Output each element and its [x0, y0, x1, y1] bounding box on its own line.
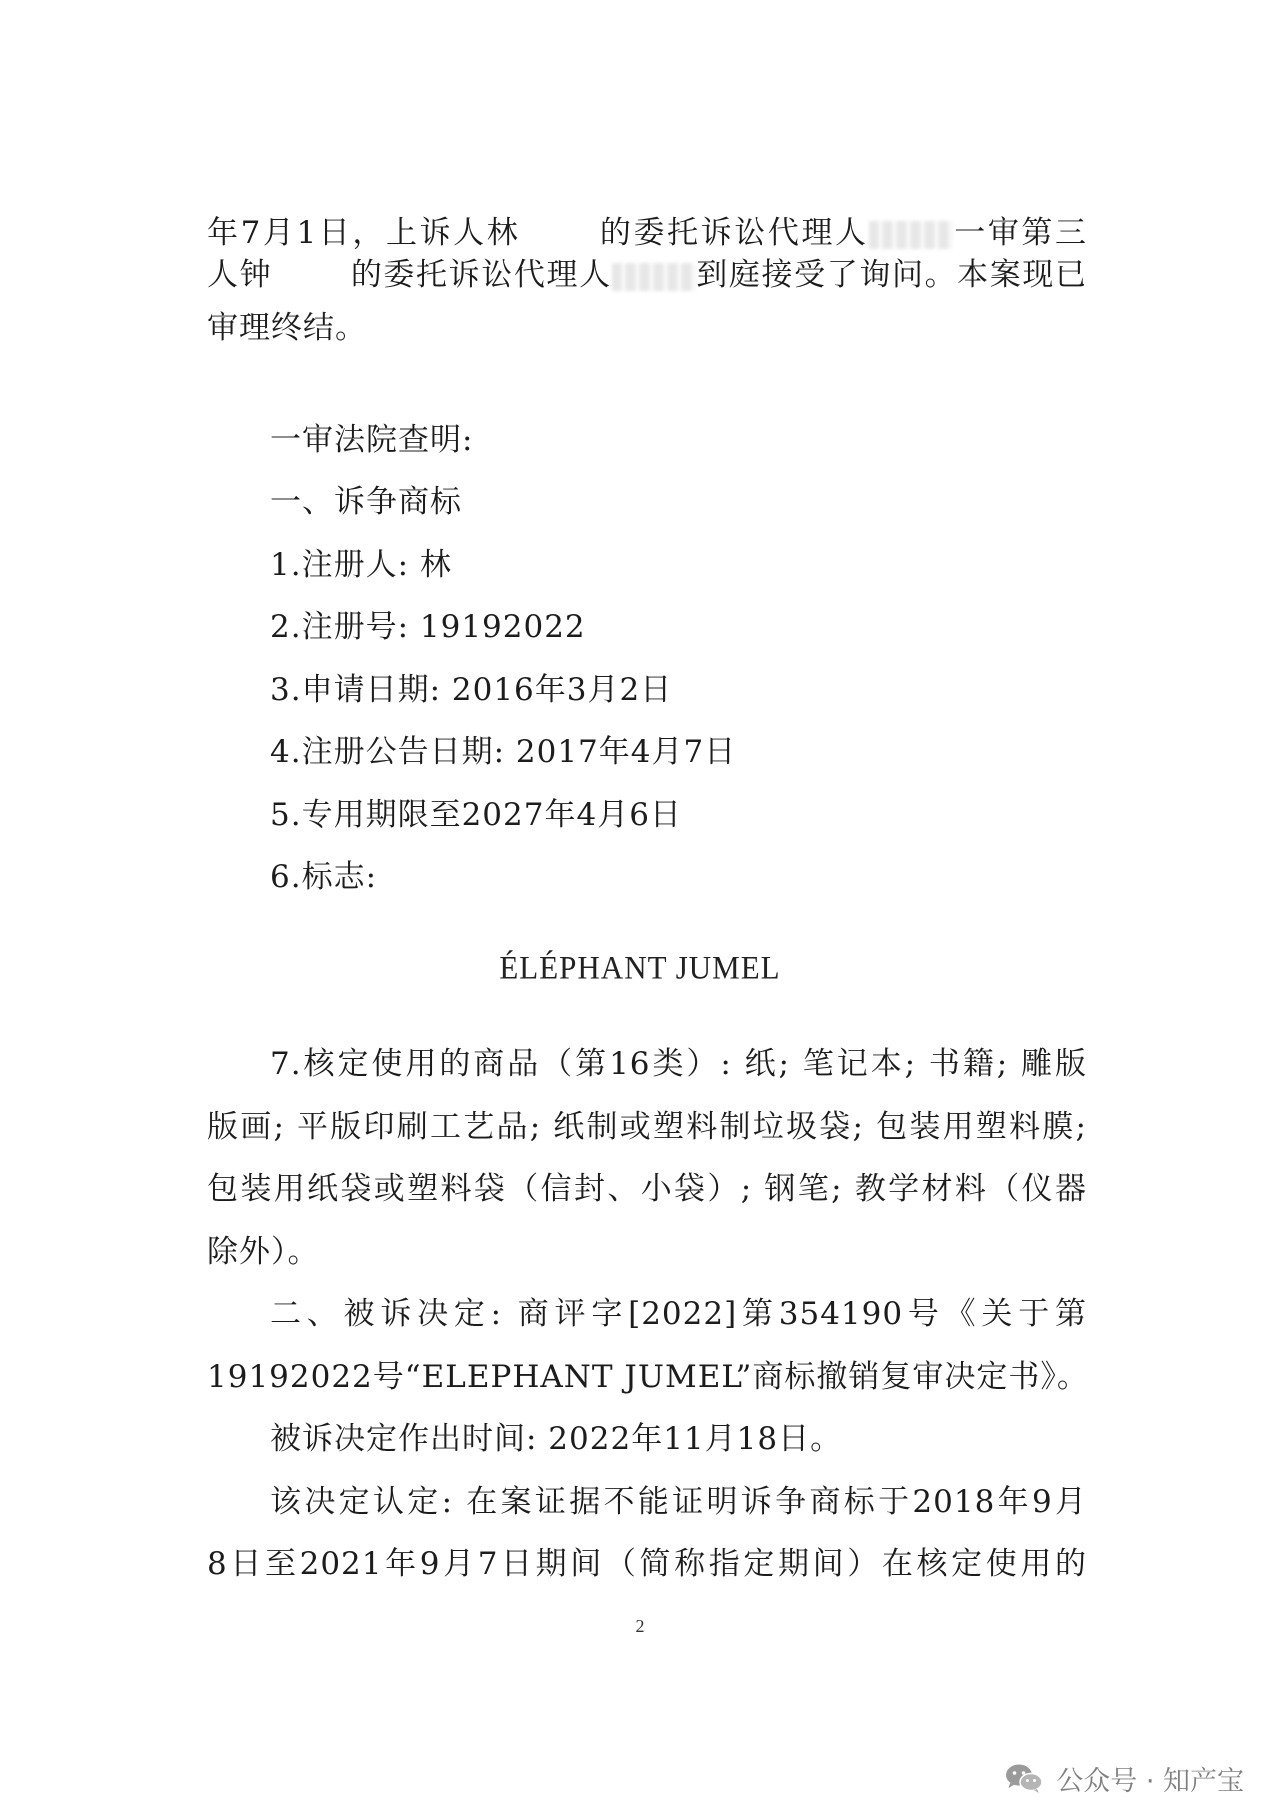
paragraph-line: 8日至2021年9月7日期间（简称指定期间）在核定使用的 — [207, 1546, 1087, 1582]
page-number: 2 — [635, 1616, 645, 1636]
watermark — [1004, 1760, 1244, 1796]
paragraph-line: 包装用纸袋或塑料袋（信封、小袋）; 钢笔; 教学材料（仪器 — [207, 1171, 1087, 1207]
paragraph-line: 19192022号“ELEPHANT JUMEL”商标撤销复审决定书》。 — [207, 1359, 1089, 1395]
paragraph-line: 除外）。 — [207, 1234, 320, 1270]
list-item: 1.注册人: 林 — [270, 547, 452, 583]
list-item: 4.注册公告日期: 2017年4月7日 — [270, 734, 737, 770]
list-item: 6.标志: — [270, 859, 378, 895]
paragraph-line: 版画; 平版印刷工艺品; 纸制或塑料制垃圾袋; 包装用塑料膜; — [207, 1109, 1087, 1145]
list-item: 5.专用期限至2027年4月6日 — [270, 797, 682, 833]
paragraph-line: 审理终结。 — [207, 310, 367, 346]
watermark-text: 公众号 · 知产宝 — [1056, 1765, 1244, 1797]
redaction-mark — [612, 263, 696, 291]
paragraph-line: 该决定认定: 在案证据不能证明诉争商标于2018年9月 — [270, 1484, 1087, 1520]
trademark-logo: ÉLÉPHANT JUMEL — [499, 949, 781, 986]
section-heading: 一、诉争商标 — [270, 484, 462, 520]
list-item: 2.注册号: 19192022 — [270, 609, 586, 645]
section-heading: 一审法院查明: — [270, 422, 474, 458]
paragraph-line: 二、被诉决定: 商评字[2022]第354190号《关于第 — [270, 1296, 1087, 1332]
redaction-mark — [869, 221, 953, 249]
paragraph-line: 被诉决定作出时间: 2022年11月18日。 — [270, 1421, 843, 1457]
paragraph-line: 7.核定使用的商品（第16类）: 纸; 笔记本; 书籍; 雕版 — [270, 1046, 1087, 1082]
paragraph-line: 人钟 的委托诉讼代理人 到庭接受了询问。本案现已 — [207, 257, 1088, 293]
paragraph-line: 年7月1日，上诉人林 的委托诉讼代理人 一审第三 — [207, 215, 1088, 251]
list-item: 3.申请日期: 2016年3月2日 — [270, 672, 673, 708]
wechat-icon — [1004, 1762, 1044, 1794]
